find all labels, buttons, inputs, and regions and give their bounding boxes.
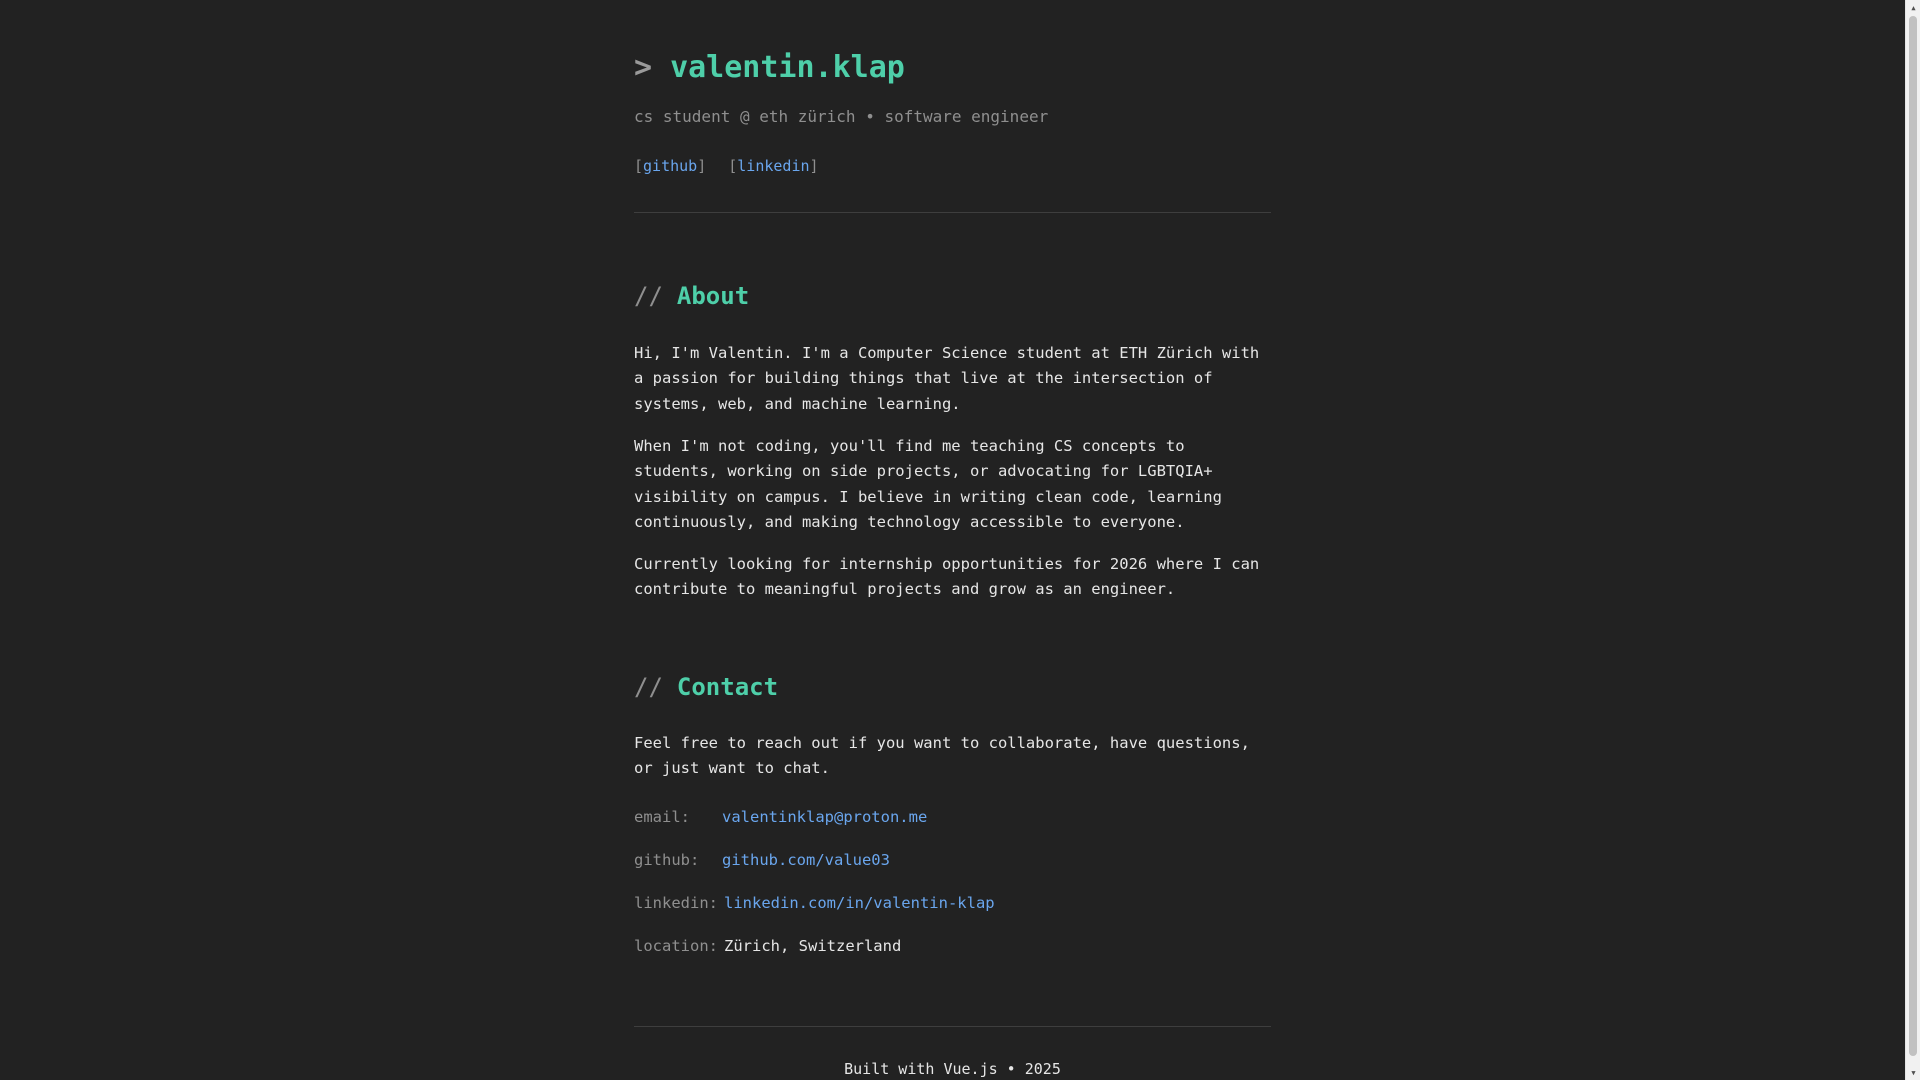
header-link-github-wrapper: [github] [634, 157, 707, 175]
about-paragraph-1: Hi, I'm Valentin. I'm a Computer Science student at ETH Zürich with a passion for building things that live at the intersection of systems, web, and machine learning. [634, 344, 1260, 413]
footer-divider [634, 1026, 1271, 1027]
contact-label-location: location: [634, 937, 718, 955]
contact-intro: Feel free to reach out if you want to collaborate, have questions, or just want to chat. [634, 734, 1250, 778]
scroll-up-arrow-icon[interactable]: ▲ [1911, 3, 1916, 12]
about-paragraph-3: Currently looking for internship opportunities for 2026 where I can contribute to meaningful projects and grow as an engineer. [634, 555, 1260, 599]
contact-link-email[interactable]: valentinklap@proton.me [722, 808, 928, 826]
header-link-linkedin-wrapper: [linkedin] [728, 157, 819, 175]
scroll-down-arrow-icon[interactable]: ▼ [1911, 1068, 1916, 1077]
header-links [634, 157, 841, 175]
contact-value-location: Zürich, Switzerland [724, 937, 902, 955]
contact-label-email: email: [634, 808, 690, 826]
about-paragraph-2: When I'm not coding, you'll find me teaching CS concepts to students, working on side projects, or advocating for LGBTQIA+ visibility on campus. I believe in writing clean code, learning continuously, and making technology accessible to everyone. [634, 437, 1222, 531]
contact-heading-slashes: // [634, 673, 663, 701]
contact-row-location [634, 937, 901, 955]
header-link-linkedin[interactable]: linkedin [737, 157, 810, 175]
header-divider [634, 212, 1271, 213]
about-heading-title: About [676, 282, 750, 310]
prompt-symbol: > [634, 50, 653, 85]
contact-heading-title: Contact [676, 673, 779, 701]
scrollbar-thumb[interactable] [1909, 16, 1917, 1056]
contact-link-linkedin[interactable]: linkedin.com/in/valentin-klap [724, 894, 995, 912]
header-link-github[interactable]: github [643, 157, 698, 175]
vertical-scrollbar[interactable] [1905, 0, 1920, 1080]
site-name: valentin.klap [670, 50, 905, 85]
site-title [634, 50, 905, 85]
about-heading-slashes: // [634, 282, 663, 310]
contact-row-github [634, 851, 890, 869]
contact-label-github: github: [634, 851, 700, 869]
contact-link-github[interactable]: github.com/value03 [722, 851, 890, 869]
about-heading [634, 282, 749, 310]
contact-row-email [634, 808, 927, 826]
footer-text: Built with Vue.js • 2025 [844, 1060, 1061, 1078]
contact-heading [634, 673, 778, 701]
contact-row-linkedin [634, 894, 995, 912]
contact-label-linkedin: linkedin: [634, 894, 718, 912]
tagline: cs student @ eth zürich • software engineer [634, 107, 1049, 126]
